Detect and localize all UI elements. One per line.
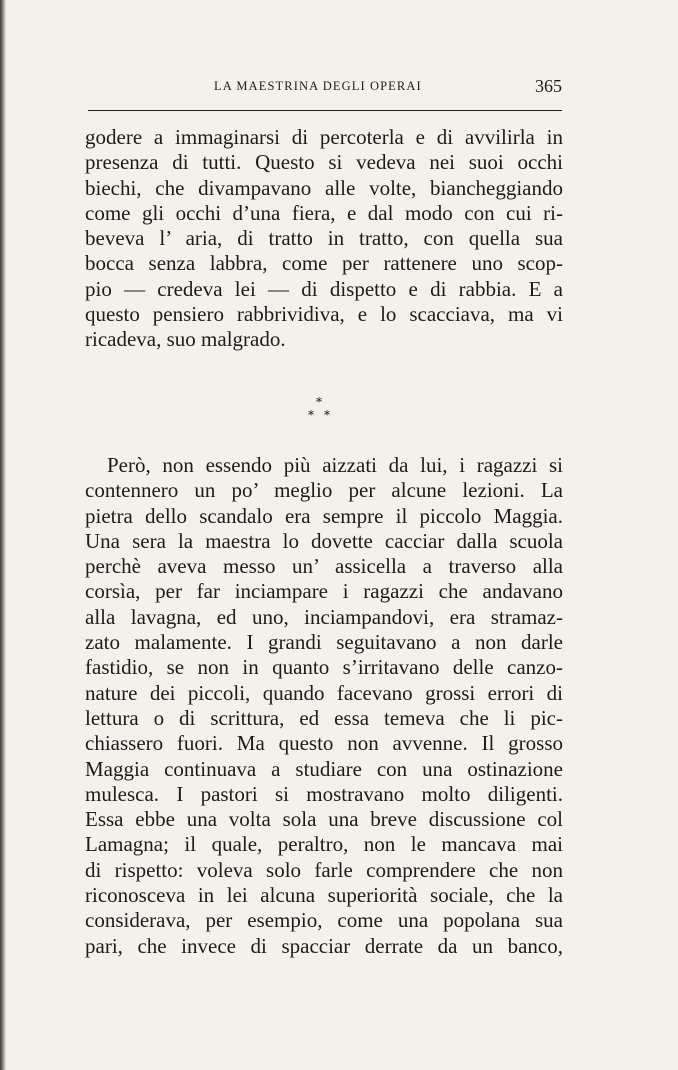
text-line: pari, che invece di spacciar derrate da un banco, [85,933,563,958]
text-line: di rispetto: voleva solo farle comprendere che non [85,857,563,882]
paragraph-2 [85,453,563,959]
text-line: corsìa, per far inciampare i ragazzi che andavano [85,579,563,604]
text-line: chiassero fuori. Ma questo non avvenne. Il grosso [85,731,563,756]
text-line: pio — credeva lei — di dispetto e di rabbia. E a [85,276,563,301]
asterism-separator [304,396,340,430]
paragraph-1 [85,125,563,353]
text-line: alla lavagna, ed uno, inciampandovi, era stramaz- [85,604,563,629]
asterism-star: * [324,408,330,422]
text-line: Una sera la maestra lo dovette cacciar dalla scuola [85,528,563,553]
text-line: Lamagna; il quale, peraltro, non le mancava mai [85,832,563,857]
text-line: presenza di tutti. Questo si vedeva nei suoi occhi [85,150,563,175]
page-number: 365 [535,76,562,96]
text-line: godere a immaginarsi di percoterla e di avvilirla in [85,125,563,149]
text-line: considerava, per esempio, come una popolana sua [85,908,563,933]
text-line: beveva l’ aria, di tratto in tratto, con quella sua [85,226,563,251]
text-line: biechi, che divampavano alle volte, biancheggiando [85,175,563,200]
text-line: zato malamente. I grandi seguitavano a non darle [85,630,563,655]
text-line: lettura o di scrittura, ed essa temeva che li pic- [85,705,563,730]
asterism-star: * [316,395,322,409]
text-line: contennero un po’ meglio per alcune lezioni. La [85,478,563,503]
running-title: LA MAESTRINA DEGLI OPERAI [214,79,422,93]
header-rule [88,110,562,111]
text-line: fastidio, se non in quanto s’irritavano delle canzo- [85,655,563,680]
text-line: ricadeva, suo malgrado. [85,327,286,352]
text-line: questo pensiero rabbrividiva, e lo scacciava, ma vi [85,302,563,327]
page-binding-edge [0,0,6,1070]
running-header [88,76,562,102]
text-line: nature dei piccoli, quando facevano grossi errori di [85,680,563,705]
text-line: bocca senza labbra, come per rattenere uno scop- [85,251,563,276]
text-line: Essa ebbe una volta sola una breve discussione col [85,807,563,832]
text-line: riconosceva in lei alcuna superiorità sociale, che la [85,883,563,908]
text-line: Maggia continuava a studiare con una ostinazione [85,756,563,781]
text-line: come gli occhi d’una fiera, e dal modo con cui ri- [85,200,563,225]
text-line: mulesca. I pastori si mostravano molto diligenti. [85,781,563,806]
text-line: perchè aveva messo un’ assicella a traverso alla [85,554,563,579]
text-line: Però, non essendo più aizzati da lui, i ragazzi si [107,453,563,477]
text-line: pietra dello scandalo era sempre il piccolo Maggia. [85,503,563,528]
asterism-star: * [308,408,314,422]
